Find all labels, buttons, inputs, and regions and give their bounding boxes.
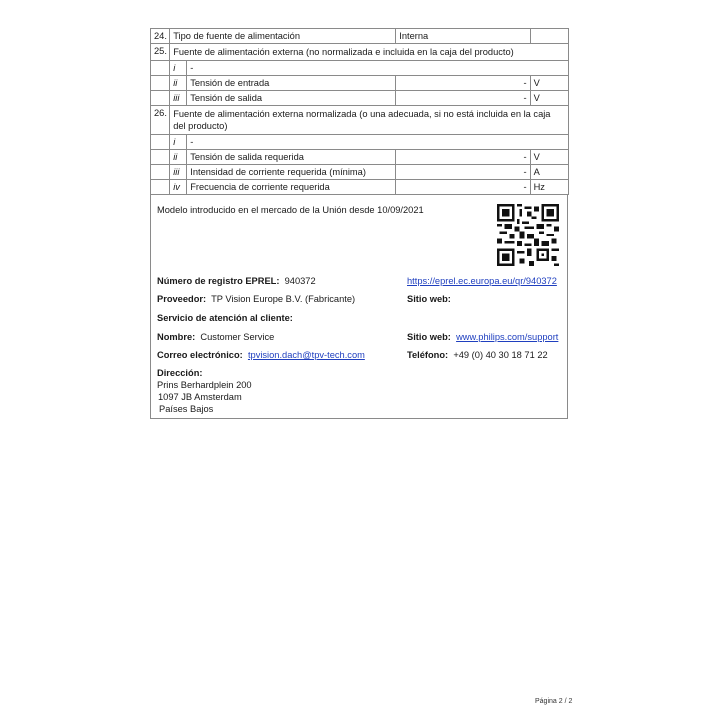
eprel-registration xyxy=(157,276,316,286)
row-value: - xyxy=(396,91,530,106)
row-unit: Hz xyxy=(530,180,568,195)
row-unit: V xyxy=(530,76,568,91)
row-unit: A xyxy=(530,165,568,180)
table-row xyxy=(151,180,569,195)
reg-label: Número de registro EPREL: xyxy=(157,276,280,286)
service-email xyxy=(157,350,365,360)
row-value: - xyxy=(396,76,530,91)
table-row xyxy=(151,165,569,180)
sub-index: ii xyxy=(170,150,187,165)
eprel-card xyxy=(150,194,568,419)
address-line-3: Países Bajos xyxy=(159,404,214,414)
service-website xyxy=(407,332,558,342)
row-number: 26. xyxy=(151,106,170,135)
sub-index: i xyxy=(170,135,187,150)
table-row xyxy=(151,91,569,106)
row-value: - xyxy=(396,165,530,180)
row-number xyxy=(151,61,170,76)
phone-value: +49 (0) 40 30 18 71 22 xyxy=(453,350,548,360)
service-web-label: Sitio web: xyxy=(407,332,451,342)
row-value: - xyxy=(396,150,530,165)
supplier xyxy=(157,294,355,304)
row-number: 25. xyxy=(151,44,170,61)
service-heading: Servicio de atención al cliente: xyxy=(157,313,293,323)
row-label: Tensión de salida requerida xyxy=(187,150,396,165)
row-label: Intensidad de corriente requerida (mínima) xyxy=(187,165,396,180)
row-number xyxy=(151,91,170,106)
address-line-1: Prins Berhardplein 200 xyxy=(157,380,252,390)
row-number xyxy=(151,135,170,150)
table-row xyxy=(151,106,569,135)
service-phone xyxy=(407,350,548,360)
qr-code-icon xyxy=(497,204,559,266)
section-header: Fuente de alimentación externa normalizada (o una adecuada, si no está incluida en la caja del producto) xyxy=(170,106,569,135)
row-label: Tensión de entrada xyxy=(187,76,396,91)
address-label: Dirección: xyxy=(157,368,203,378)
address-line-2: 1097 JB Amsterdam xyxy=(158,392,242,402)
row-unit: V xyxy=(530,150,568,165)
row-unit: V xyxy=(530,91,568,106)
row-value: - xyxy=(396,180,530,195)
row-number xyxy=(151,150,170,165)
email-label: Correo electrónico: xyxy=(157,350,243,360)
table-row xyxy=(151,44,569,61)
table-row xyxy=(151,76,569,91)
sub-index: ii xyxy=(170,76,187,91)
row-value: Interna xyxy=(396,29,530,44)
row-label: - xyxy=(187,135,569,150)
table-row xyxy=(151,61,569,76)
name-label: Nombre: xyxy=(157,332,196,342)
service-web-link[interactable]: www.philips.com/support xyxy=(456,332,559,342)
row-number xyxy=(151,180,170,195)
service-name xyxy=(157,332,274,342)
row-label: Tipo de fuente de alimentación xyxy=(170,29,396,44)
row-label: - xyxy=(187,61,569,76)
supplier-label: Proveedor: xyxy=(157,294,207,304)
supplier-value: TP Vision Europe B.V. (Fabricante) xyxy=(211,294,356,304)
name-value: Customer Service xyxy=(200,332,275,342)
intro-text: Modelo introducido en el mercado de la Unión desde 10/09/2021 xyxy=(157,205,424,215)
spec-table xyxy=(150,28,569,195)
row-number: 24. xyxy=(151,29,170,44)
sub-index: iii xyxy=(170,91,187,106)
sub-index: iii xyxy=(170,165,187,180)
sub-index: iv xyxy=(170,180,187,195)
row-label: Tensión de salida xyxy=(187,91,396,106)
table-row xyxy=(151,150,569,165)
phone-label: Teléfono: xyxy=(407,350,449,360)
eprel-url-link[interactable]: https://eprel.ec.europa.eu/qr/940372 xyxy=(407,276,557,286)
row-unit xyxy=(530,29,568,44)
row-number xyxy=(151,76,170,91)
table-row xyxy=(151,135,569,150)
table-row xyxy=(151,29,569,44)
section-header: Fuente de alimentación externa (no normalizada e incluida en la caja del producto) xyxy=(170,44,569,61)
row-number xyxy=(151,165,170,180)
email-link[interactable]: tpvision.dach@tpv-tech.com xyxy=(247,350,365,360)
row-label: Frecuencia de corriente requerida xyxy=(187,180,396,195)
reg-value: 940372 xyxy=(284,276,316,286)
sub-index: i xyxy=(170,61,187,76)
website-label: Sitio web: xyxy=(407,294,451,304)
page-number: Página 2 / 2 xyxy=(535,698,573,705)
